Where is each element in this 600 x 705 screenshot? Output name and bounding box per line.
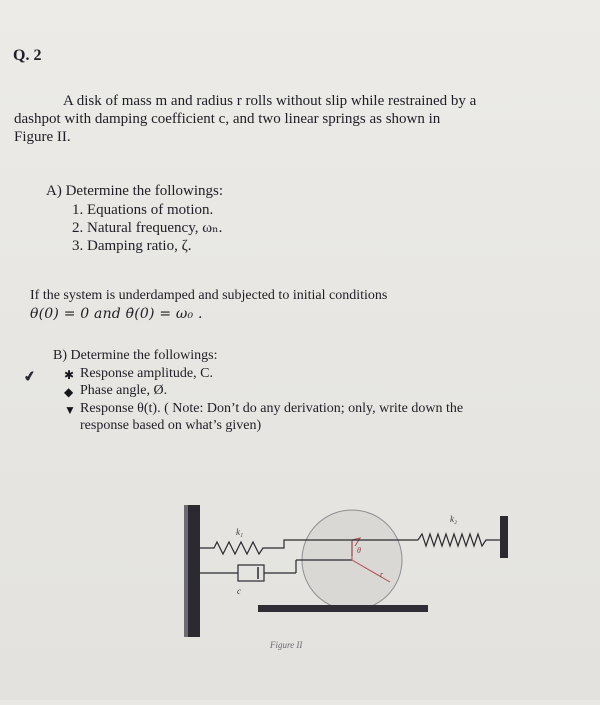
- part-a-item-1: 1. Equations of motion.: [72, 202, 214, 218]
- part-b-item-2: Phase angle, Ø.: [80, 383, 168, 398]
- bullet-icon: ✱: [64, 368, 75, 382]
- handwritten-check-icon: ✔: [22, 369, 37, 386]
- bullet-icon: ▼: [64, 403, 76, 417]
- ground: [258, 605, 428, 612]
- label-k2: k₂: [450, 514, 458, 524]
- left-wall-edge: [184, 505, 188, 637]
- part-a-item-3: 3. Damping ratio, ζ.: [72, 238, 192, 254]
- figure-caption: Figure II: [270, 640, 303, 650]
- conditions-line-2: θ(0) = 0 and θ̇(0) = ω₀ .: [30, 306, 203, 322]
- statement-line-3: Figure II.: [14, 129, 71, 145]
- question-number: Q. 2: [13, 47, 42, 64]
- part-b-heading: B) Determine the followings:: [53, 348, 218, 363]
- part-b-item-3-continued: response based on what’s given): [80, 418, 262, 433]
- statement-line-2: dashpot with damping coefficient c, and two linear springs as shown in: [14, 111, 441, 127]
- dashpot-cylinder: [238, 565, 264, 581]
- label-theta: θ: [357, 546, 361, 555]
- conditions-line-1: If the system is underdamped and subjected to initial conditions: [30, 288, 388, 303]
- left-wall: [188, 505, 200, 637]
- right-wall: [500, 516, 508, 558]
- part-a-heading: A) Determine the followings:: [46, 183, 224, 199]
- spring-k2: [418, 534, 500, 546]
- part-a-item-2: 2. Natural frequency, ωₙ.: [72, 220, 223, 236]
- label-c: c: [237, 586, 241, 596]
- statement-line-1: A disk of mass m and radius r rolls without slip while restrained by a: [63, 93, 477, 109]
- part-b-item-3: Response θ(t). ( Note: Don’t do any derivation; only, write down the: [80, 401, 464, 416]
- label-k1: k₁: [236, 527, 244, 537]
- label-r: r: [380, 570, 384, 579]
- bullet-icon: ◆: [64, 385, 74, 399]
- part-b-item-1: Response amplitude, C.: [80, 366, 213, 381]
